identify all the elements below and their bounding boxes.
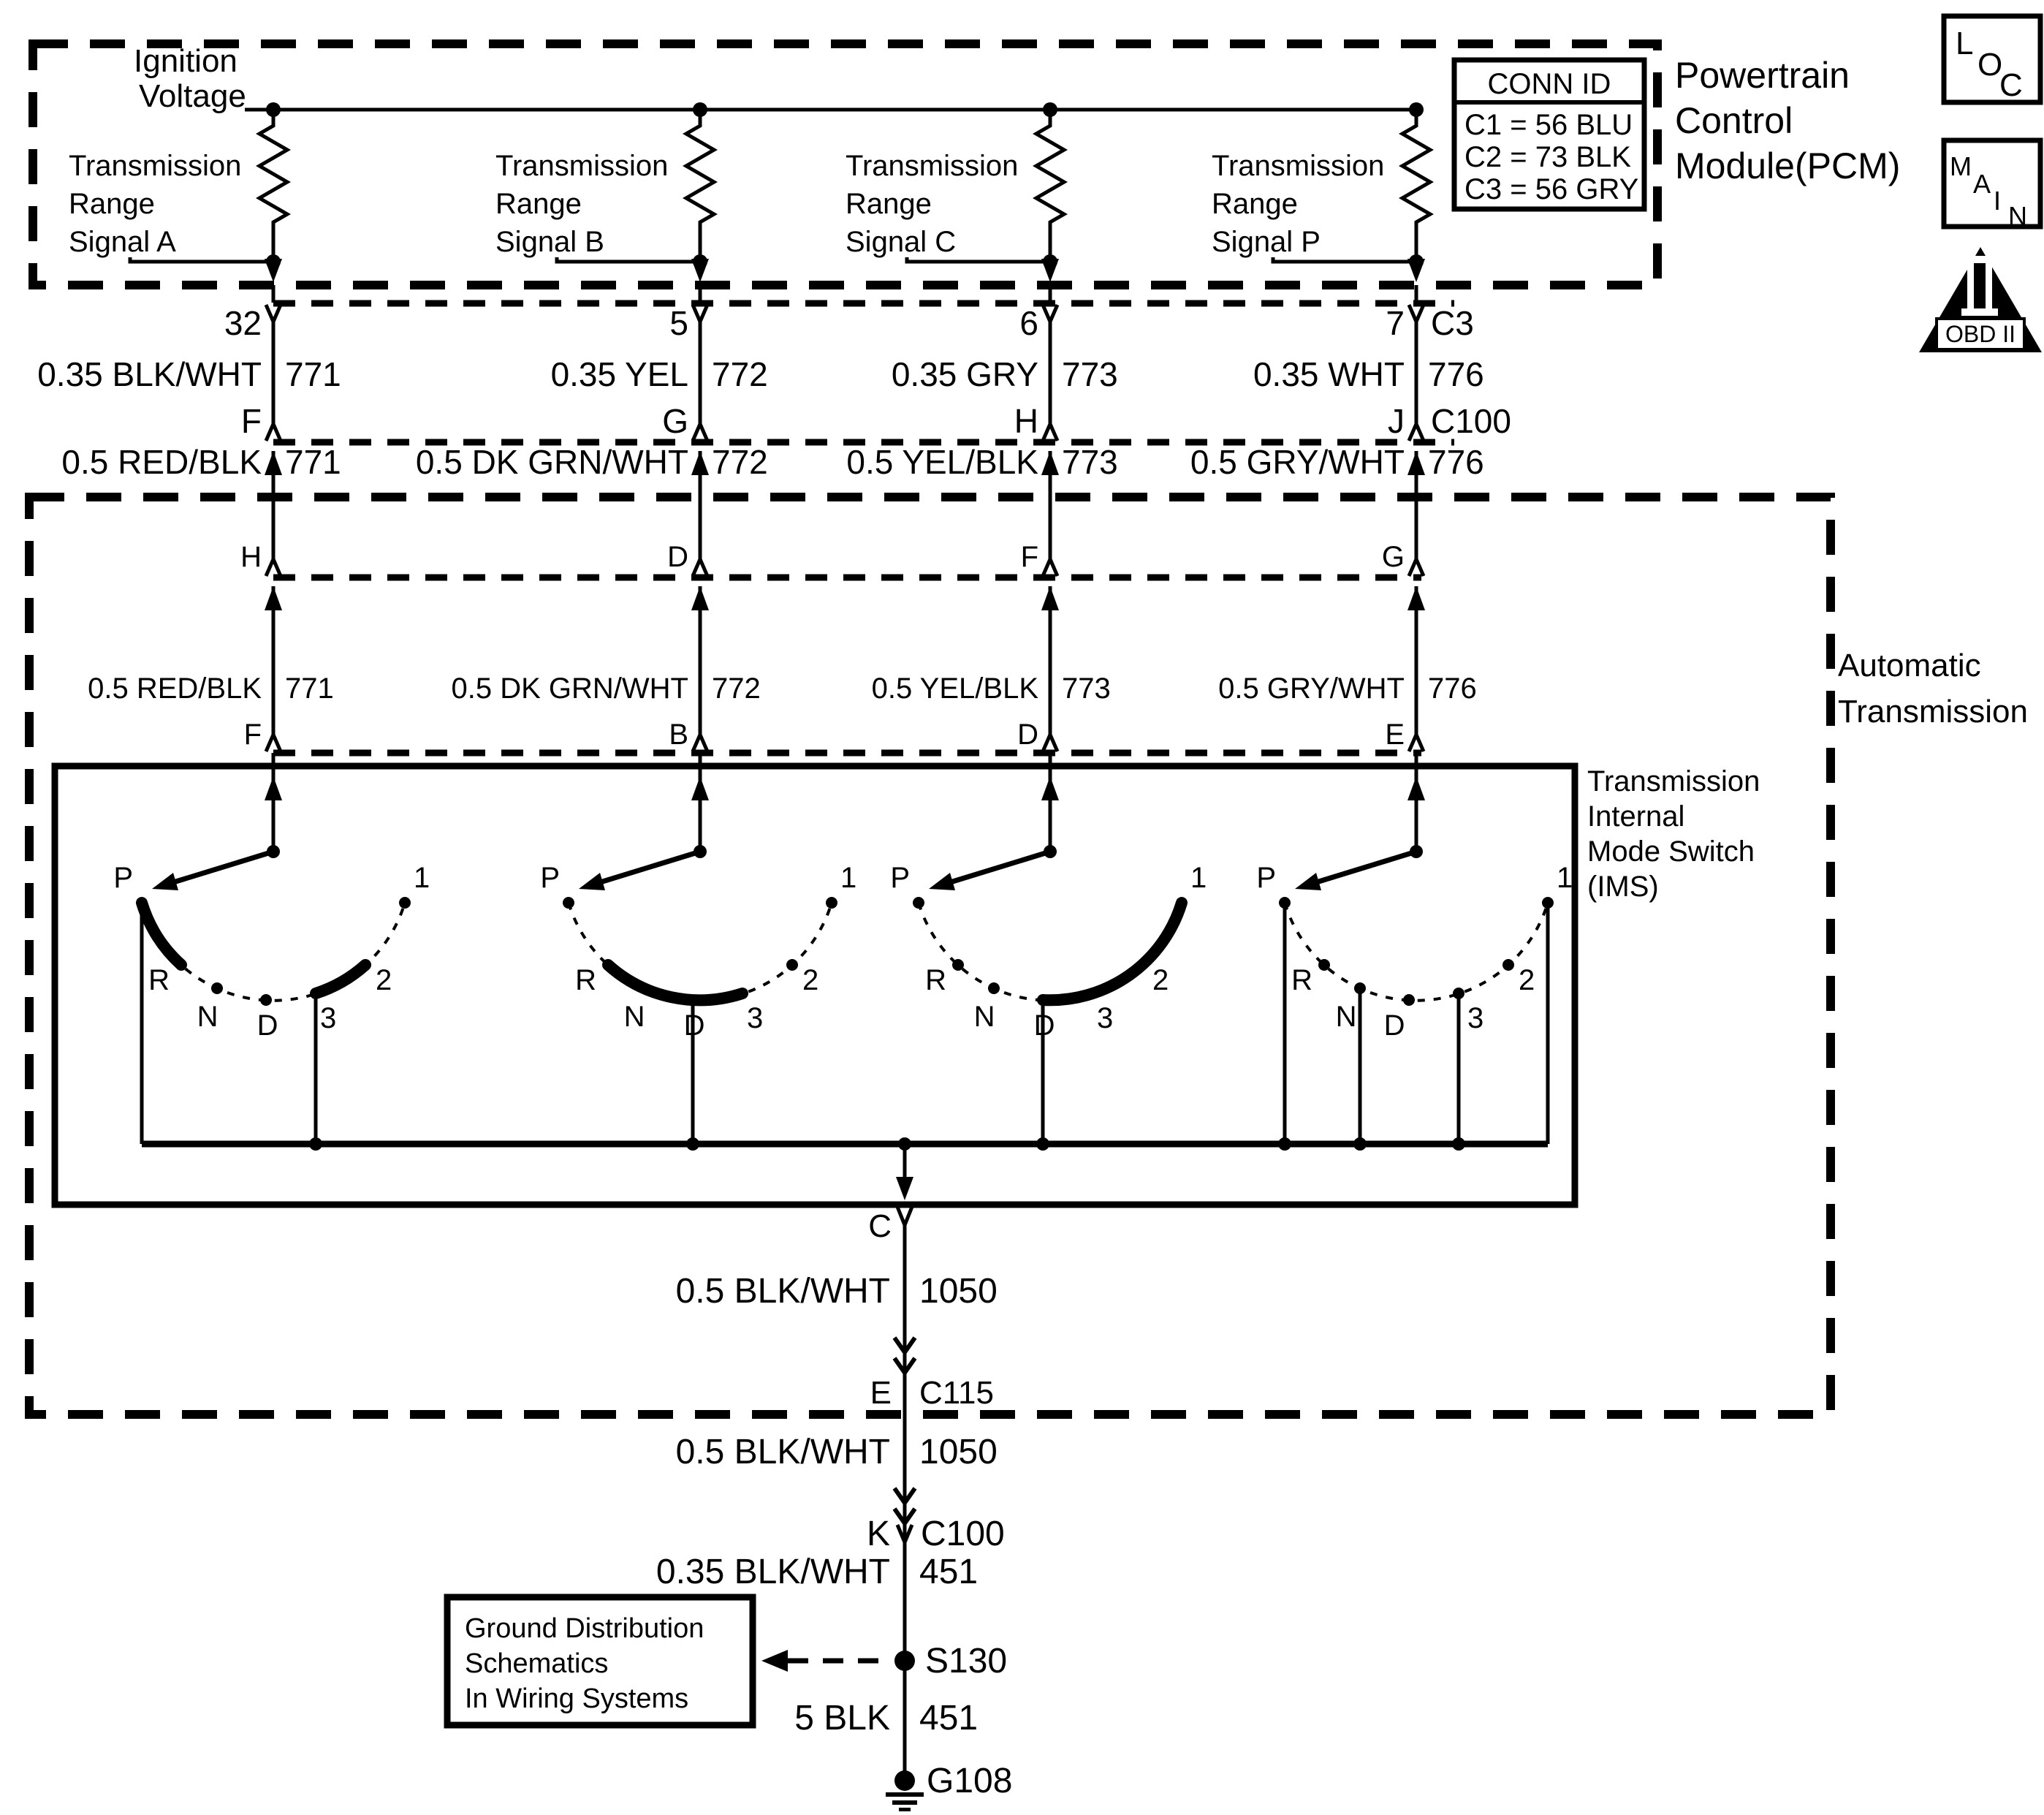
wire-label-row1: 0.35 BLK/WHT <box>37 355 262 393</box>
position-dot-n <box>988 982 1000 994</box>
wire-label-row2: 0.5 YEL/BLK <box>846 443 1038 481</box>
wiper-arrowhead-icon <box>929 873 955 890</box>
position-label-1: 1 <box>1190 862 1207 894</box>
position-label-2: 2 <box>1519 964 1535 996</box>
connector-fork-icon <box>693 305 707 322</box>
wire-circuit-row2: 776 <box>1428 443 1484 481</box>
wire-circuit-row3: 771 <box>285 672 334 705</box>
wire-label-row1: 0.35 GRY <box>891 355 1038 393</box>
position-label-3: 3 <box>1097 1002 1114 1034</box>
loc-letter-o: O <box>1977 47 2003 83</box>
loc-badge <box>1944 16 2040 103</box>
resistor-symbol <box>259 110 287 262</box>
arrow-down-icon <box>896 1177 913 1200</box>
signal-label-line1: Transmission <box>846 150 1019 182</box>
ground-ref-line1: Ground Distribution <box>465 1613 704 1644</box>
main-letter-n: N <box>2008 201 2027 231</box>
signal-column-b <box>416 102 856 1144</box>
pcm-pin-number: 6 <box>1019 304 1038 342</box>
bus-dot <box>1278 1137 1291 1151</box>
wiper-arrowhead-icon <box>579 873 605 890</box>
c100-pin-letter: J <box>1388 402 1405 440</box>
ims-pin-letter: F <box>243 719 262 751</box>
wire-label-row3: 0.5 YEL/BLK <box>871 672 1038 705</box>
connector-fork-icon <box>1043 424 1057 441</box>
obd2-pillar-left <box>1967 263 1974 308</box>
switch-arc <box>1285 903 1548 1001</box>
wire-label-1050b: 0.5 BLK/WHT <box>675 1433 890 1471</box>
position-label-d: D <box>683 1009 705 1042</box>
connector-fork-icon <box>1043 735 1057 751</box>
obd2-pillar-base <box>1961 308 1998 316</box>
signal-label-line3: Signal C <box>846 226 957 258</box>
signal-label-line2: Range <box>846 188 932 220</box>
ims-c-pin: C <box>868 1208 892 1244</box>
wire-circuit-451b: 451 <box>919 1699 979 1738</box>
c100-k-pin: K <box>866 1515 890 1553</box>
wire-label-row2: 0.5 RED/BLK <box>61 443 262 481</box>
position-label-1: 1 <box>1557 862 1573 894</box>
wiper-arm <box>171 852 273 883</box>
resistor-symbol <box>1402 110 1430 262</box>
ground-label: G108 <box>927 1762 1013 1800</box>
wire-circuit-row3: 772 <box>712 672 761 705</box>
position-label-d: D <box>1033 1009 1055 1042</box>
position-label-r: R <box>148 964 170 996</box>
signal-column-a <box>37 102 430 1144</box>
wire-label-451b: 5 BLK <box>794 1699 890 1738</box>
loc-letter-c: C <box>1999 67 2023 103</box>
wire-label-row1: 0.35 WHT <box>1253 355 1405 393</box>
signal-label-line3: Signal A <box>69 226 176 258</box>
trans-conn-pin: D <box>667 541 688 573</box>
pcm-pin-number: 7 <box>1386 304 1405 342</box>
trans-conn-pin: G <box>1381 541 1405 573</box>
connector-c115-label: C115 <box>919 1375 994 1411</box>
conn-id-entry-c2: C2 = 73 BLK <box>1464 141 1631 173</box>
ims-label-line1: Transmission <box>1587 765 1760 797</box>
position-label-1: 1 <box>414 862 430 894</box>
wire-label-451a: 0.35 BLK/WHT <box>656 1553 890 1591</box>
ims-pin-letter: E <box>1385 719 1405 751</box>
wire-circuit-row2: 773 <box>1062 443 1118 481</box>
connector-c100-label: C100 <box>1431 402 1511 440</box>
switch-arc <box>919 903 1182 1001</box>
connector-fork-icon <box>266 559 281 576</box>
auto-trans-label-line2: Transmission <box>1838 694 2028 730</box>
wire-circuit-row1: 773 <box>1062 355 1118 393</box>
pcm-title-line2: Control <box>1675 100 1793 141</box>
signal-label-line3: Signal P <box>1212 226 1321 258</box>
wiper-arrowhead-icon <box>152 873 178 890</box>
connector-fork-icon <box>266 424 281 441</box>
arrow-down-icon <box>691 259 709 282</box>
pcm-pin-number: 5 <box>669 304 688 342</box>
wire-label-row3: 0.5 GRY/WHT <box>1218 672 1405 705</box>
auto-trans-label-line1: Automatic <box>1838 648 1981 683</box>
position-label-2: 2 <box>376 964 392 996</box>
wire-label-row2: 0.5 GRY/WHT <box>1190 443 1405 481</box>
wire-circuit-451a: 451 <box>919 1553 979 1591</box>
position-label-d: D <box>1383 1009 1405 1042</box>
connector-fork-icon <box>266 735 281 751</box>
position-label-p: P <box>113 862 133 894</box>
arrow-down-icon <box>1407 259 1425 282</box>
contact-segment-r-3 <box>608 965 742 1000</box>
pcm-pin-number: 32 <box>224 304 262 342</box>
position-label-3: 3 <box>320 1002 337 1034</box>
position-dot-2 <box>786 959 798 971</box>
bus-dot <box>309 1137 322 1151</box>
position-label-n: N <box>1335 1001 1357 1033</box>
connector-fork-icon <box>1043 559 1057 576</box>
position-dot-1 <box>399 897 411 909</box>
position-label-2: 2 <box>802 964 819 996</box>
arrow-down-icon <box>1041 259 1059 282</box>
main-letter-i: I <box>1994 186 2002 216</box>
position-dot-r <box>952 959 964 971</box>
obd2-pillar-right <box>1986 263 1992 308</box>
connector-fork-icon <box>693 559 707 576</box>
ims-label-line2: Internal <box>1587 800 1685 833</box>
splice-dot-s130 <box>894 1651 915 1671</box>
wiper-arrowhead-icon <box>1295 873 1321 890</box>
arrow-up-icon <box>691 776 709 800</box>
wire-label-row3: 0.5 RED/BLK <box>88 672 262 705</box>
trans-conn-pin: F <box>1020 541 1038 573</box>
position-label-p: P <box>1256 862 1276 894</box>
bus-dot <box>1353 1137 1367 1151</box>
connector-c3-label: C3 <box>1431 304 1474 342</box>
position-label-n: N <box>197 1001 219 1033</box>
main-badge <box>1944 140 2040 231</box>
wire-label-1050a: 0.5 BLK/WHT <box>675 1272 890 1311</box>
obd2-badge <box>1919 247 2042 352</box>
pcm-title-line1: Powertrain <box>1675 55 1850 96</box>
arrow-up-icon <box>1407 776 1425 800</box>
wiper-arm <box>948 852 1050 883</box>
signal-column-p <box>1190 102 1573 1144</box>
position-label-n: N <box>973 1001 995 1033</box>
position-label-1: 1 <box>840 862 857 894</box>
wire-label-row1: 0.35 YEL <box>550 355 688 393</box>
position-dot-r <box>1318 959 1330 971</box>
wiper-arm <box>1314 852 1416 883</box>
position-label-2: 2 <box>1152 964 1169 996</box>
resistor-symbol <box>1036 110 1064 262</box>
bus-dot <box>1452 1137 1465 1151</box>
position-dot-d <box>260 994 272 1006</box>
main-letter-a: A <box>1973 169 1991 199</box>
signal-label-line3: Signal B <box>495 226 604 258</box>
position-label-p: P <box>540 862 560 894</box>
switch-arc <box>569 903 832 1001</box>
arrow-up-icon <box>1041 776 1059 800</box>
signal-label-line2: Range <box>69 188 155 220</box>
wire-label-row2: 0.5 DK GRN/WHT <box>415 443 688 481</box>
connector-fork-icon <box>1409 735 1424 751</box>
position-label-3: 3 <box>1467 1002 1484 1034</box>
position-label-r: R <box>925 964 946 996</box>
ims-ground-bus <box>142 1137 1548 1200</box>
position-label-r: R <box>1291 964 1312 996</box>
loc-letter-l: L <box>1956 26 1974 61</box>
c100-pin-letter: H <box>1014 402 1038 440</box>
position-dot-1 <box>826 897 837 909</box>
obd2-label: OBD II <box>1945 321 2016 347</box>
ground-ref-line2: Schematics <box>465 1648 609 1679</box>
connector-c100-lower-label: C100 <box>921 1515 1005 1553</box>
connector-fork-icon <box>1409 424 1424 441</box>
signal-label-line1: Transmission <box>69 150 242 182</box>
trans-conn-pin: H <box>240 541 262 573</box>
c100-pin-letter: F <box>240 402 262 440</box>
connector-fork-icon <box>1409 305 1424 322</box>
signal-label-line2: Range <box>495 188 582 220</box>
bus-dot <box>1036 1137 1049 1151</box>
connector-fork-icon <box>1043 305 1057 322</box>
obd2-pillar-top <box>1961 256 1998 263</box>
ims-pin-letter: B <box>669 719 688 751</box>
conn-id-table <box>1454 60 1644 209</box>
wire-label-row3: 0.5 DK GRN/WHT <box>451 672 688 705</box>
position-dot-n <box>211 982 223 994</box>
position-dot-2 <box>1502 959 1514 971</box>
wire-circuit-row1: 776 <box>1428 355 1484 393</box>
wire-circuit-row1: 772 <box>712 355 768 393</box>
position-dot-p <box>913 897 924 909</box>
main-letter-m: M <box>1950 151 1972 181</box>
switch-arc <box>142 903 405 1001</box>
connector-fork-icon <box>266 305 281 322</box>
c100-pin-letter: G <box>662 402 688 440</box>
arrow-up-icon <box>265 776 282 800</box>
wire-circuit-1050a: 1050 <box>919 1272 998 1311</box>
position-label-p: P <box>890 862 910 894</box>
splice-label: S130 <box>925 1642 1008 1681</box>
ims-label-line3: Mode Switch <box>1587 835 1755 868</box>
signal-column-c <box>846 102 1207 1144</box>
conn-id-title: CONN ID <box>1487 68 1611 100</box>
signal-label-line1: Transmission <box>495 150 669 182</box>
contact-segment-3-2 <box>316 965 365 993</box>
ignition-label-line1: Ignition <box>134 43 238 79</box>
ims-label-line4: (IMS) <box>1587 871 1659 903</box>
connector-fork-icon <box>693 735 707 751</box>
wire-circuit-row1: 771 <box>285 355 341 393</box>
ims-pin-letter: D <box>1017 719 1038 751</box>
wire-circuit-1050b: 1050 <box>919 1433 998 1471</box>
connector-fork-icon <box>897 1207 912 1225</box>
wiper-arm <box>598 852 700 883</box>
conn-id-entry-c3: C3 = 56 GRY <box>1464 173 1639 205</box>
position-label-3: 3 <box>747 1002 764 1034</box>
connector-fork-icon <box>693 424 707 441</box>
connector-fork-icon <box>1409 559 1424 576</box>
position-label-n: N <box>623 1001 645 1033</box>
wire-circuit-row2: 772 <box>712 443 768 481</box>
wire-circuit-row3: 773 <box>1062 672 1111 705</box>
signal-label-line1: Transmission <box>1212 150 1385 182</box>
wire-circuit-row2: 771 <box>285 443 341 481</box>
ground-ref-line3: In Wiring Systems <box>465 1683 689 1714</box>
pcm-title-line3: Module(PCM) <box>1675 145 1901 186</box>
arrow-left-icon <box>761 1650 788 1672</box>
signal-label-line2: Range <box>1212 188 1298 220</box>
bus-dot <box>686 1137 699 1151</box>
contact-segment-p-r <box>142 903 181 965</box>
ground-dot-g108 <box>894 1770 915 1791</box>
position-label-d: D <box>257 1009 278 1042</box>
ground-path <box>656 1207 1013 1810</box>
arrow-down-icon <box>265 259 282 282</box>
resistor-symbol <box>686 110 714 262</box>
position-dot-d <box>1403 994 1415 1006</box>
conn-id-entry-c1: C1 = 56 BLU <box>1464 109 1633 141</box>
wire-circuit-row3: 776 <box>1428 672 1477 705</box>
position-label-r: R <box>575 964 596 996</box>
c115-e-pin: E <box>870 1375 892 1411</box>
ignition-label-line2: Voltage <box>139 78 246 114</box>
position-dot-p <box>563 897 574 909</box>
